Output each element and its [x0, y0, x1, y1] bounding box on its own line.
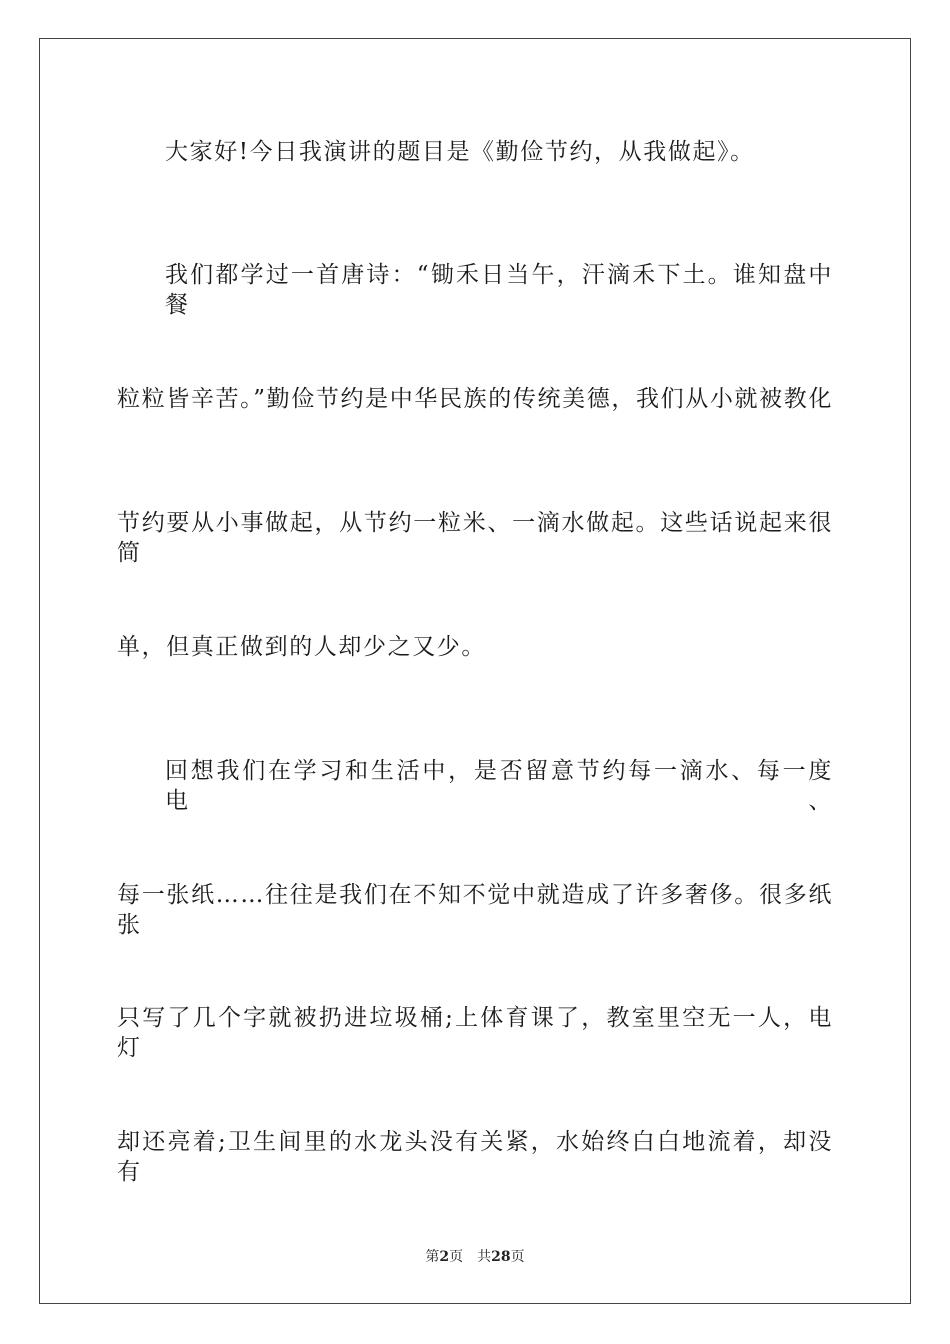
paragraph-line-8: 只写了几个字就被扔进垃圾桶;上体育课了，教室里空无一人，电灯	[117, 1005, 833, 1061]
paragraph-line-1: 大家好!今日我演讲的题目是《勤俭节约，从我做起》。	[165, 139, 755, 165]
total-unit: 页	[510, 1249, 525, 1265]
paragraph-line-6: 回想我们在学习和生活中，是否留意节约每一滴水、每一度电、	[165, 758, 833, 814]
paragraph-line-2: 我们都学过一首唐诗：“锄禾日当午，汗滴禾下土。谁知盘中餐	[165, 262, 833, 318]
paragraph-line-5: 单，但真正做到的人却少之又少。	[117, 634, 486, 660]
paragraph-line-4: 节约要从小事做起，从节约一粒米、一滴水做起。这些话说起来很简	[117, 510, 833, 566]
total-prefix: 共	[477, 1249, 492, 1265]
page-prefix: 第	[425, 1249, 440, 1265]
page-current: 2	[439, 1249, 450, 1265]
page-border	[39, 38, 911, 1304]
paragraph-line-7: 每一张纸……往往是我们在不知不觉中就造成了许多奢侈。很多纸张	[117, 882, 833, 938]
paragraph-line-9: 却还亮着;卫生间里的水龙头没有关紧，水始终白白地流着，却没有	[117, 1129, 833, 1185]
page-total: 28	[491, 1249, 511, 1265]
paragraph-line-3: 粒粒皆辛苦。”勤俭节约是中华民族的传统美德，我们从小就被教化	[117, 386, 833, 412]
page-footer	[0, 1247, 950, 1267]
page-unit: 页	[449, 1249, 464, 1265]
